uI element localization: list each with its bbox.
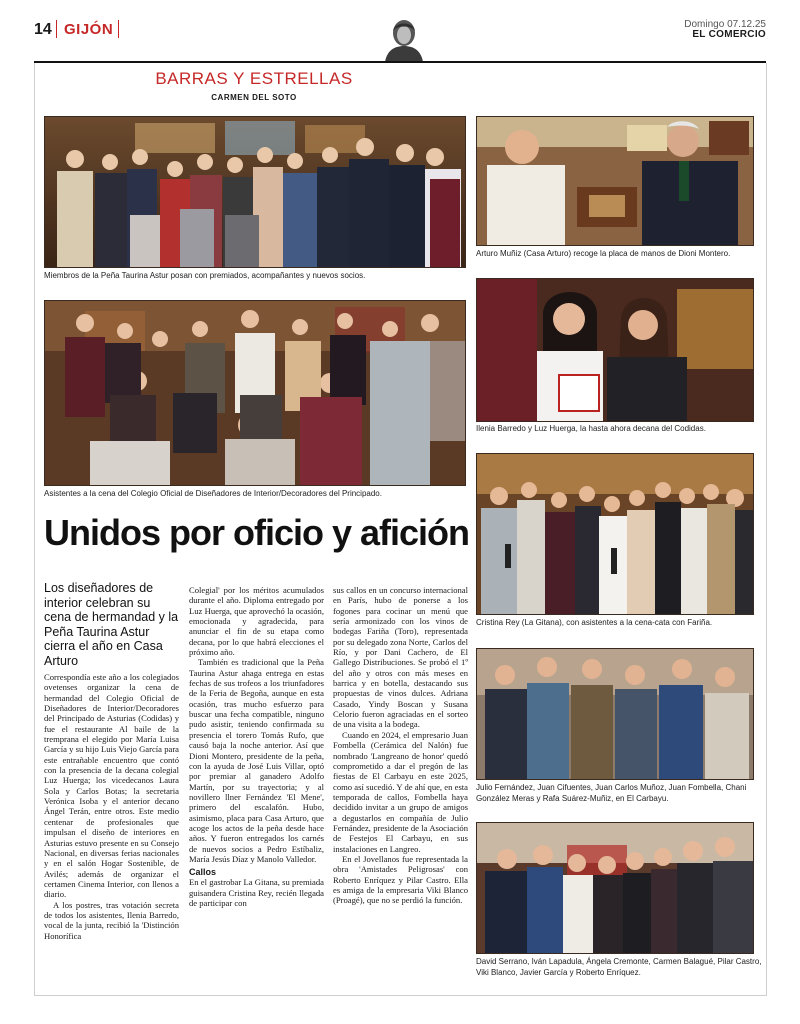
newspaper-name: EL COMERCIO [692, 29, 766, 40]
article-paragraph: sus callos en un concurso internacional en París, hubo de ponerse a los fogones para cocinar un menú que sería armonizado con los vinos de bodegas Fariña (Toro), representada por su delegado zona Norte, Carlos del Río, y por Dani Cachero, de El Gallego Distribuciones. Se probó el 1º del año y otros con más meses en barrica y en botella, destacando sus propuestas de vinos dulces. Adriana Casado, Yindy Boscan y Susana Celorio fueron agraciadas en el sorteo de una visita a la bodega. [333, 585, 468, 730]
photo-el-carbayu-group [476, 648, 754, 780]
photo-caption: Arturo Muñiz (Casa Arturo) recoge la placa de manos de Dioni Montero. [476, 249, 731, 258]
article-paragraph: Cuando en 2024, el empresario Juan Fombella (Cerámica del Nalón) fue nombrado 'Langreano de honor' quedó comprometido a dar el pregón de las fiestas de El Carbayu en este 2025, como así sucedió. Y de ahí que, en esta temporada de callos, Fombella haya decidido invitar a un grupo de amigos a degustarlos en compañía de Julio Fernández, presidente de la Asociación de Festejos El Carbayu, en sus instalaciones en Langreo. [333, 729, 468, 854]
photo-ilenia-luz-huerga [476, 278, 754, 422]
article-paragraph: En el Jovellanos fue representada la obra 'Amistades Peligrosas' con Roberto Enríquez y Pilar Castro. Ella es amiga de la empresaria Viki Blanco (Proagé), que no se perdió la función. [333, 853, 468, 906]
column-title: BARRAS Y ESTRELLAS [155, 69, 353, 88]
article-paragraph: Colegial' por los méritos acumulados durante el año. Diploma entregado por Luz Huerga, que aprovechó la ocasión, emocionada y agradecida, para anunciar el fin de su etapa como decana, por lo que habrá elecciones el próximo año. [189, 585, 324, 658]
article-column-2 [189, 585, 324, 908]
masthead-divider [118, 20, 119, 38]
issue-date: Domingo 07.12.25 [684, 19, 766, 30]
section-name: GIJÓN [64, 21, 114, 38]
photo-caption: Julio Fernández, Juan Cifuentes, Juan Carlos Muñoz, Juan Fombella, Chani González Meras y Rafa Suárez-Muñiz, en El Carbayu. [476, 783, 747, 803]
article-column-3 [333, 585, 468, 906]
photo-caption: Asistentes a la cena del Colegio Oficial de Diseñadores de Interior/Decoradores del Principado. [44, 489, 382, 498]
photo-caption: Ilenia Barredo y Luz Huerga, la hasta ahora decana del Codidas. [476, 424, 706, 433]
article-subhead: Callos [189, 867, 217, 878]
article-paragraph: También es tradicional que la Peña Taurina Astur ahaga entrega en estas fechas de sus trofeos a los triunfadores de la Feria de Begoña, aunque en esta ocasión, tras mucho esfuerzo para buscar una fecha compatible, ninguno pudo asistir, teniendo confirmada su presencia el torero Tomás Rufo, que causó baja la noche anterior. Así que Dioni Montero, presidente de la peña, con la ayuda de José Luis Villar, optó por premiar al ganadero Adolfo Martín, por su trayectoria; y al novillero llner Fernández 'El Mene', primero del escalafón. Hubo, asimismo, placa para Casa Arturo, que acoge los actos de la peña desde hace años. Y fueron entregados los carnés de nuevos socios a Pedro Estíbaliz, María Jesús Díaz y Manolo Valledor. [189, 657, 324, 864]
article-headline: Unidos por oficio y afición [44, 512, 470, 553]
photo-caption: David Serrano, Iván Lapadula, Ángela Cremonte, Carmen Balagué, Pilar Castro, Viki Blanco, Javier García y Roberto Enríquez. [476, 957, 762, 977]
article-paragraph: Correspondía este año a los colegiados ovetenses organizar la cena de hermandad del Colegio Oficial de Diseñadores de Interior/Decoradores del Principado de Asturias (Codidas) y fue el restaurante Al baile de la tremprana el elegido por María Luisa García y su hijo Luis Viejo García para este entrañable encuentro que contó con la presencia de la decana colegial Luz Huerga; los vicedecanos Laura Sola y Carlos Botas; la secretaria Verónica Isoba y el anterior decano Ángel Terán, entre otros. Este medio centenar de profesionales que impulsan el diseño de interiores en Asturias estuvo presente en su Consejo Nacional, en diversas ferias nacionales y en el salón Hogar Sostenible, de Avilés; además de organizar el certamen Cinema Interior, con llenos a diario. [44, 672, 179, 900]
photo-colegio-dinner-group [44, 300, 466, 486]
article-column-1 [44, 672, 179, 941]
article-paragraph: En el gastrobar La Gitana, su premiada guisandera Cristina Rey, recién llegada de participar con [189, 877, 324, 908]
page-number: 14 [34, 21, 52, 38]
columnist-portrait [383, 16, 425, 62]
masthead-divider [56, 20, 57, 38]
column-byline: CARMEN DEL SOTO [211, 93, 297, 102]
photo-la-gitana-cata [476, 453, 754, 615]
photo-jovellanos-group [476, 822, 754, 954]
article-paragraph: A los postres, tras votación secreta de todos los asistentes, Ilenia Barredo, vocal de la junta, recibió la 'Distinción Honorífica [44, 899, 179, 941]
photo-caption: Cristina Rey (La Gitana), con asistentes a la cena-cata con Fariña. [476, 618, 713, 627]
article-deck: Los diseñadores de interior celebran su cena de hermandad y la Peña Taurina Astur cierra el año en Casa Arturo [44, 581, 179, 668]
photo-arturo-munoz-plaque [476, 116, 754, 246]
photo-caption: Miembros de la Peña Taurina Astur posan con premiados, acompañantes y nuevos socios. [44, 271, 366, 280]
photo-pena-taurina-group [44, 116, 466, 268]
